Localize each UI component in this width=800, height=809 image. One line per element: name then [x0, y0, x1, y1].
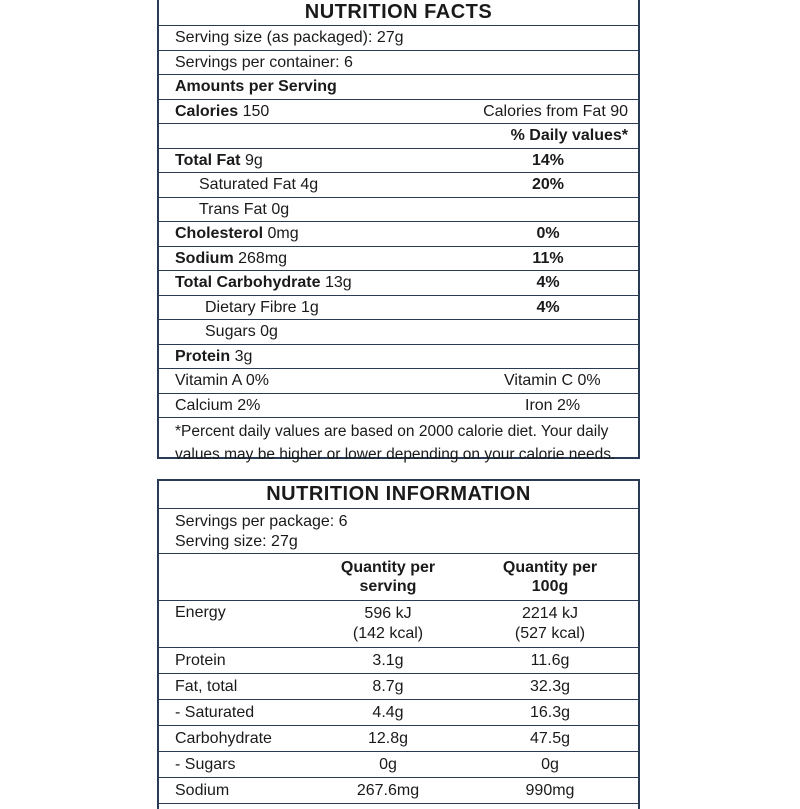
dietary-fibre-row: [159, 296, 638, 321]
row-per-serving: 12.8g: [314, 726, 462, 752]
protein-row: [159, 345, 638, 370]
serving-size: Serving size: 27g: [175, 533, 298, 550]
nutrition-facts-panel: [157, 0, 640, 463]
sodium-row: [159, 247, 638, 272]
serving-size-row: [159, 26, 638, 51]
cholesterol-row: [159, 222, 638, 247]
saturated-fat-row: [159, 173, 638, 198]
table-header-row: [159, 554, 638, 601]
nutrient-label: Sugars 0g: [205, 323, 278, 340]
energy-kj-serving: 596 kJ: [364, 605, 412, 622]
total-fat-row: [159, 149, 638, 174]
servings-per-package: Servings per package: 6: [175, 513, 348, 530]
footnote: *Percent daily values are based on 2000 calorie diet. Your daily values may be higher or lower depending on your calorie needs.: [175, 423, 616, 463]
amounts-header-row: [159, 75, 638, 100]
calcium: Calcium 2%: [175, 396, 261, 414]
calories-value: 150: [242, 102, 270, 120]
row-per-100g: 990mg: [462, 778, 638, 804]
row-per-100g: 0g: [462, 752, 638, 778]
total-carbohydrate-row: [159, 271, 638, 296]
nutrient-label: Trans Fat 0g: [199, 200, 290, 218]
energy-kcal-serving: (142 kcal): [352, 625, 424, 642]
daily-values-header: % Daily values*: [510, 127, 628, 144]
nutrient-amount: 13g: [324, 274, 352, 291]
info-title: NUTRITION INFORMATION: [159, 481, 638, 509]
nutrient-label: Cholesterol: [175, 225, 264, 242]
row-label: Sodium: [159, 778, 314, 804]
row-per-serving: 3.1g: [314, 648, 462, 674]
table-row: [159, 726, 638, 752]
header-blank: [159, 554, 314, 601]
row-per-serving: 8.7g: [314, 674, 462, 700]
nutrient-amount: 0mg: [267, 225, 299, 242]
nutrient-label: Sodium: [175, 249, 234, 267]
table-row: [159, 700, 638, 726]
vitamin-a: Vitamin A 0%: [175, 372, 269, 389]
nutrient-label: Total Fat: [175, 151, 241, 169]
sugars-row: [159, 320, 638, 345]
header-per-100g: [462, 554, 638, 601]
nutrient-amount: 268mg: [238, 249, 288, 267]
servings-per-container-text: Servings per container: 6: [175, 53, 353, 71]
row-label: Carbohydrate: [159, 726, 314, 752]
row-label: Protein: [159, 648, 314, 674]
daily-value: 14%: [531, 151, 565, 169]
vitamins-row: [159, 369, 638, 394]
table-row: [159, 752, 638, 778]
row-label: Fat, total: [159, 674, 314, 700]
row-per-100g: 47.5g: [462, 726, 638, 752]
serving-meta: [159, 509, 638, 554]
table-row: [159, 601, 638, 648]
header-per-serving-line2: serving: [359, 578, 417, 595]
iron: Iron 2%: [525, 396, 581, 414]
header-per-100g-line2: 100g: [531, 578, 569, 595]
amounts-header: Amounts per Serving: [175, 78, 337, 95]
row-per-100g: 11.6g: [462, 648, 638, 674]
trans-fat-row: [159, 198, 638, 223]
daily-value: 11%: [532, 249, 564, 267]
daily-value: 0%: [536, 225, 560, 242]
calories-label: Calories: [175, 102, 239, 120]
energy-kcal-100g: (527 kcal): [514, 625, 586, 642]
table-row: [159, 674, 638, 700]
table-row: [159, 648, 638, 674]
vitamin-c: Vitamin C 0%: [504, 372, 601, 389]
nutrient-label: Saturated Fat 4g: [199, 176, 319, 193]
energy-kj-100g: 2214 kJ: [521, 605, 579, 622]
row-per-serving: [314, 601, 462, 648]
nutrient-label: Protein: [175, 347, 231, 365]
daily-value: 4%: [536, 298, 560, 316]
daily-value: 4%: [536, 274, 560, 291]
daily-values-header-row: [159, 124, 638, 149]
row-label: - Sugars: [159, 752, 314, 778]
row-label: Energy: [159, 601, 314, 648]
calories-row: [159, 100, 638, 125]
daily-value: 20%: [531, 176, 565, 193]
nutrition-table: [159, 554, 638, 804]
nutrient-label: Total Carbohydrate: [175, 274, 321, 291]
facts-title: NUTRITION FACTS: [159, 0, 638, 26]
row-label: - Saturated: [159, 700, 314, 726]
row-per-serving: 4.4g: [314, 700, 462, 726]
header-per-serving: [314, 554, 462, 601]
row-per-serving: 267.6mg: [314, 778, 462, 804]
row-per-100g: 16.3g: [462, 700, 638, 726]
header-per-100g-line1: Quantity per: [502, 559, 598, 576]
serving-size-text: Serving size (as packaged): 27g: [175, 29, 404, 46]
row-per-100g: [462, 601, 638, 648]
header-per-serving-line1: Quantity per: [340, 559, 436, 576]
row-per-serving: 0g: [314, 752, 462, 778]
nutrient-amount: 9g: [244, 151, 263, 169]
minerals-row: [159, 394, 638, 419]
nutrient-amount: 3g: [234, 347, 253, 365]
row-per-100g: 32.3g: [462, 674, 638, 700]
servings-per-container-row: [159, 51, 638, 76]
nutrient-label: Dietary Fibre 1g: [205, 298, 319, 316]
nutrition-information-panel: [157, 479, 640, 809]
calories-from-fat: Calories from Fat 90: [483, 102, 628, 120]
